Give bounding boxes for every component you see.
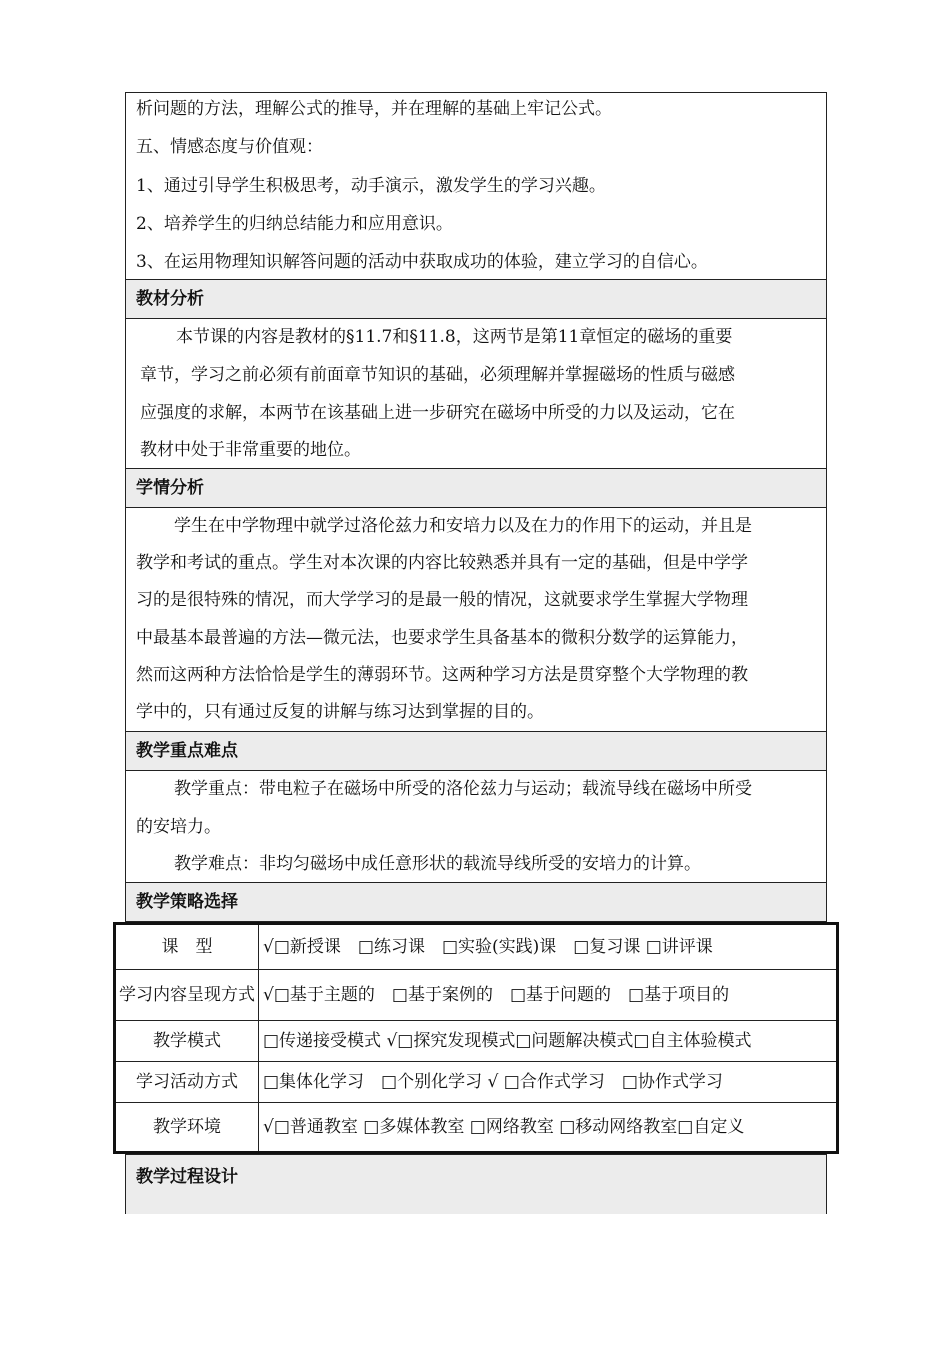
student-analysis-header <box>126 468 826 508</box>
table-row <box>115 1021 838 1062</box>
table-row <box>115 924 838 970</box>
goals-continuation-line: 析问题的方法，理解公式的推导，并在理解的基础上牢记公式。 <box>136 99 612 119</box>
strategy-table <box>113 922 839 1154</box>
row-label-teaching-mode: 教学模式 <box>115 1021 259 1062</box>
row-options-content-presentation: √□基于主题的 □基于案例的 □基于问题的 □基于项目的 <box>259 970 838 1021</box>
keypoint-difficulty-line: 教学难点：非均匀磁场中成任意形状的载流导线所受的安培力的计算。 <box>174 854 701 874</box>
textbook-analysis-title: 教材分析 <box>136 289 204 309</box>
student-analysis-title: 学情分析 <box>136 478 204 498</box>
keypoints-title: 教学重点难点 <box>136 741 238 761</box>
affective-goal-3: 3、在运用物理知识解答问题的活动中获取成功的体验，建立学习的自信心。 <box>136 252 708 272</box>
keypoint-focus-line-1: 教学重点：带电粒子在磁场中所受的洛伦兹力与运动；载流导线在磁场中所受 <box>174 779 752 799</box>
student-line-6: 学中的，只有通过反复的讲解与练习达到掌握的目的。 <box>136 702 544 722</box>
affective-goal-1: 1、通过引导学生积极思考，动手演示，激发学生的学习兴趣。 <box>136 176 606 196</box>
affective-goal-2: 2、培养学生的归纳总结能力和应用意识。 <box>136 214 453 234</box>
row-label-content-presentation: 学习内容呈现方式 <box>115 970 259 1021</box>
affective-goals-heading: 五、情感态度与价值观： <box>136 137 323 157</box>
row-options-lesson-type: √□新授课 □练习课 □实验(实践)课 □复习课 □讲评课 <box>259 924 838 970</box>
student-line-2: 教学和考试的重点。学生对本次课的内容比较熟悉并具有一定的基础，但是中学学 <box>136 553 748 573</box>
table-row <box>115 1062 838 1103</box>
row-label-activity-mode: 学习活动方式 <box>115 1062 259 1103</box>
table-row <box>115 1103 838 1153</box>
row-label-environment: 教学环境 <box>115 1103 259 1153</box>
student-line-5: 然而这两种方法恰恰是学生的薄弱环节。这两种学习方法是贯穿整个大学物理的教 <box>136 665 748 685</box>
row-label-lesson-type: 课 型 <box>115 924 259 970</box>
textbook-line-3: 应强度的求解，本两节在该基础上进一步研究在磁场中所受的力以及运动，它在 <box>140 403 735 423</box>
student-line-3: 习的是很特殊的情况，而大学学习的是最一般的情况，这就要求学生掌握大学物理 <box>136 590 748 610</box>
keypoint-focus-line-2: 的安培力。 <box>136 817 221 837</box>
textbook-line-2: 章节，学习之前必须有前面章节知识的基础，必须理解并掌握磁场的性质与磁感 <box>140 365 735 385</box>
table-row <box>115 970 838 1021</box>
student-line-1: 学生在中学物理中就学过洛伦兹力和安培力以及在力的作用下的运动，并且是 <box>174 516 752 536</box>
row-options-activity-mode: □集体化学习 □个别化学习 √ □合作式学习 □协作式学习 <box>259 1062 838 1103</box>
textbook-line-1: 本节课的内容是教材的§11.7和§11.8，这两节是第11章恒定的磁场的重要 <box>176 327 733 347</box>
student-line-4: 中最基本最普遍的方法—微元法，也要求学生具备基本的微积分数学的运算能力， <box>136 628 748 648</box>
row-options-teaching-mode: □传递接受模式 √□探究发现模式□问题解决模式□自主体验模式 <box>259 1021 838 1062</box>
row-options-environment: √□普通教室 □多媒体教室 □网络教室 □移动网络教室□自定义 <box>259 1103 838 1153</box>
textbook-analysis-header <box>126 279 826 319</box>
textbook-line-4: 教材中处于非常重要的地位。 <box>140 440 361 460</box>
strategy-title: 教学策略选择 <box>136 892 238 912</box>
process-design-title: 教学过程设计 <box>136 1167 238 1187</box>
